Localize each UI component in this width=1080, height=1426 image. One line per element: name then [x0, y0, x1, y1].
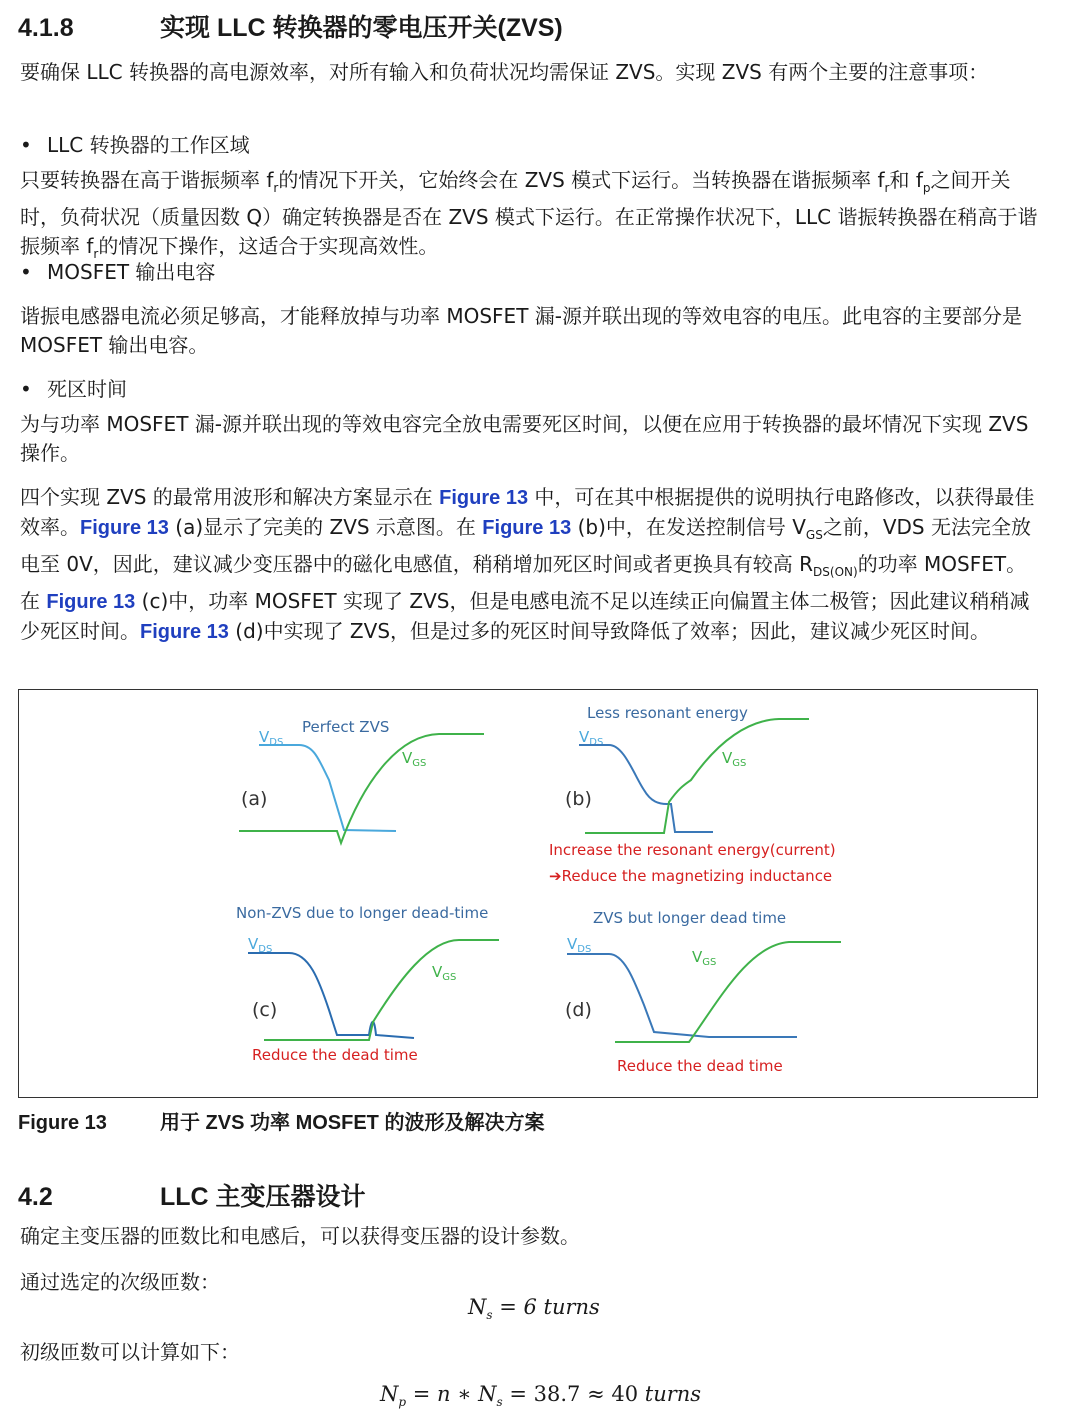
figure-caption-number: Figure 13	[18, 1112, 107, 1134]
section-number: 4.1.8	[18, 14, 74, 42]
figure-link[interactable]: Figure 13	[482, 517, 572, 539]
panel-d-title: ZVS but longer dead time	[593, 909, 787, 927]
figure-link[interactable]: Figure 13	[439, 487, 529, 509]
section-heading-4-2	[18, 1177, 366, 1213]
figure-caption	[18, 1106, 544, 1135]
panel-a	[239, 718, 484, 843]
section-title: 实现 LLC 转换器的零电压开关(ZVS)	[160, 14, 563, 42]
section-title: LLC 主变压器设计	[160, 1183, 366, 1211]
vds-waveform	[259, 745, 396, 831]
bullet-label: 死区时间	[47, 377, 127, 401]
equation-secondary-turns: $N_s = 6$ turns	[468, 1295, 600, 1323]
vgs-label: $V_{GS}$	[432, 963, 457, 983]
vds-waveform	[248, 953, 414, 1038]
panel-c-note: Reduce the dead time	[252, 1046, 418, 1064]
vgs-label: $V_{GS}$	[692, 948, 717, 968]
equation-primary-turns: $N_p = n$ ∗ $N_s = 38.7 \approx 40$ turns	[380, 1382, 702, 1410]
panel-b-note-1: Increase the resonant energy(current)	[549, 841, 836, 859]
vgs-label: $V_{GS}$	[402, 749, 427, 769]
vds-label: $V_{DS}$	[259, 728, 284, 748]
primary-turns-paragraph: 初级匝数可以计算如下：	[20, 1340, 240, 1364]
transformer-intro-paragraph: 确定主变压器的匝数比和电感后，可以获得变压器的设计参数。	[20, 1224, 580, 1248]
section-heading-4-1-8	[18, 8, 563, 44]
bullet-operating-region: • LLC 转换器的工作区域	[20, 133, 250, 157]
figure-link[interactable]: Figure 13	[80, 517, 169, 539]
vds-waveform	[567, 954, 797, 1037]
panel-c-label: (c)	[252, 999, 278, 1021]
section-number: 4.2	[18, 1183, 53, 1211]
vds-label: $V_{DS}$	[248, 935, 273, 955]
figure-description-paragraph: 四个实现 ZVS 的最常用波形和解决方案显示在 Figure 13 中，可在其中根据提供的说明执行电路修改，以获得最佳效率。Figure 13 (a)显示了完美的 ZVS 示意图。在 Figure 13 (b)中，在发送控制信号 $V_{GS}$之前，VDS 无法完全放电至 0V，因此，建议减少变压器中的磁化电感值，稍稍增加死区时间或者更换具有较高 $R_{DS(ON)}$的功率 MOSFET。在 Figure 13 (c)中，功率 MOSFET 实现了 ZVS，但是电感电流不足以连续正向偏置主体二极管；因此建议稍稍减少死区时间。Figure 13 (d)中实现了 ZVS，但是过多的死区时间导致降低了效率；因此，建议减少死区时间。	[20, 485, 1035, 643]
panel-b	[549, 704, 836, 885]
panel-b-label: (b)	[565, 788, 592, 810]
panel-c	[236, 904, 499, 1064]
figure-13	[18, 689, 1038, 1098]
vds-label: $V_{DS}$	[579, 728, 604, 748]
mosfet-capacitance-paragraph: 谐振电感器电流必须足够高，才能释放掉与功率 MOSFET 漏-源并联出现的等效电容的电压。此电容的主要部分是 MOSFET 输出电容。	[20, 304, 1022, 357]
panel-a-title: Perfect ZVS	[302, 718, 390, 736]
secondary-turns-paragraph: 通过选定的次级匝数：	[20, 1270, 220, 1294]
operating-region-paragraph: 只要转换器在高于谐振频率 $f_r$的情况下开关，它始终会在 ZVS 模式下运行。当转换器在谐振频率 $f_r$和 $f_p$之间开关时，负荷状况（质量因数 Q）确定转换器是否在 ZVS 模式下运行。在正常操作状况下，LLC 谐振转换器在稍高于谐振频率 $f_r$的情况下操作，这适合于实现高效性。	[20, 168, 1038, 261]
vds-waveform	[579, 745, 713, 832]
panel-b-title: Less resonant energy	[587, 704, 748, 722]
panel-c-title: Non-ZVS due to longer dead-time	[236, 904, 489, 922]
panel-a-label: (a)	[241, 788, 268, 810]
bullet-label: MOSFET 输出电容	[47, 260, 216, 284]
figure-link[interactable]: Figure 13	[46, 591, 136, 613]
bullet-dead-time: • 死区时间	[20, 377, 127, 401]
panel-b-note-2: ➔Reduce the magnetizing inductance	[549, 867, 833, 885]
panel-d-label: (d)	[565, 999, 592, 1021]
panel-d-note: Reduce the dead time	[617, 1057, 783, 1075]
panel-d	[565, 909, 841, 1075]
vgs-waveform	[239, 734, 484, 843]
vgs-waveform	[615, 942, 841, 1042]
figure-caption-text: 用于 ZVS 功率 MOSFET 的波形及解决方案	[160, 1112, 545, 1134]
vgs-waveform	[585, 719, 809, 833]
zvs-waveform-diagram	[19, 690, 1037, 1096]
dead-time-paragraph: 为与功率 MOSFET 漏-源并联出现的等效电容完全放电需要死区时间，以便在应用于转换器的最坏情况下实现 ZVS 操作。	[20, 412, 1029, 465]
vgs-label: $V_{GS}$	[722, 749, 747, 769]
bullet-mosfet-capacitance: • MOSFET 输出电容	[20, 260, 216, 284]
figure-link[interactable]: Figure 13	[140, 621, 229, 643]
intro-paragraph: 要确保 LLC 转换器的高电源效率，对所有输入和负荷状况均需保证 ZVS。实现 ZVS 有两个主要的注意事项：	[20, 60, 989, 84]
vds-label: $V_{DS}$	[567, 935, 592, 955]
bullet-label: LLC 转换器的工作区域	[47, 133, 250, 157]
